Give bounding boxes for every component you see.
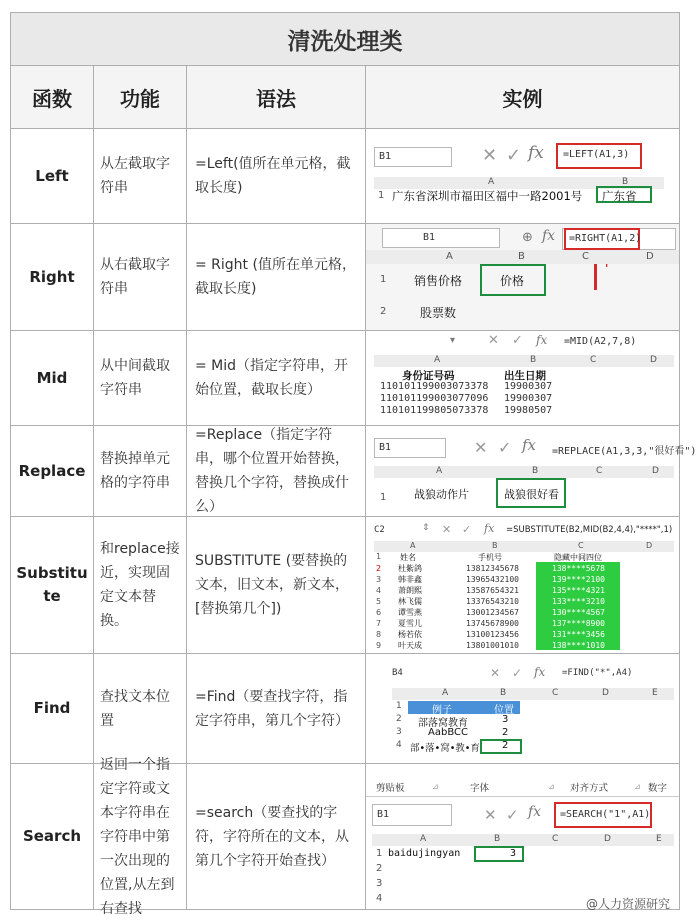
cell-name[interactable]: 林飞儒 (398, 597, 422, 606)
name-box: B1 (374, 438, 446, 458)
function-syntax: = Mid（指定字符串，开始位置，截取长度） (195, 358, 349, 398)
function-icon: fx (534, 665, 546, 679)
column-b: B (622, 177, 629, 187)
cell-position[interactable]: 2 (502, 727, 509, 738)
column-header-bar (374, 355, 674, 367)
column-c: C (552, 834, 559, 844)
cell-birth[interactable]: 19900307 (504, 381, 553, 392)
header-syntax: 语法 (187, 66, 365, 129)
function-table (10, 12, 696, 917)
check-icon: ✓ (462, 523, 472, 536)
zoom-icon: ⊕ (522, 230, 533, 245)
cell-b1[interactable]: 3 (510, 848, 517, 859)
table-row-right (11, 224, 679, 331)
example-find (366, 654, 679, 763)
cancel-icon: ✕ (442, 523, 452, 536)
function-syntax: =Replace（指定字符串，哪个位置开始替换，替换几个字符，替换成什么） (195, 427, 349, 515)
column-a: A (436, 466, 443, 476)
function-icon: fx (542, 228, 556, 244)
function-description: 查找文本位置 (100, 688, 170, 729)
header-position: 位置 (494, 705, 514, 716)
function-name: Left (35, 166, 69, 185)
row-2: 2 (376, 564, 382, 573)
row-8: 8 (376, 630, 382, 639)
function-icon: fx (528, 143, 544, 163)
function-syntax: =Left(值所在单元格，截取长度) (195, 156, 351, 196)
cell-name[interactable]: 谭雪燕 (398, 608, 422, 617)
formula-bar: =SUBSTITUTE(B2,MID(B2,4,4),"****",1) (506, 525, 673, 535)
cell-id[interactable]: 110101199805073378 (380, 405, 489, 416)
column-header-bar (374, 541, 674, 552)
check-icon: ✓ (512, 333, 523, 348)
column-b: B (500, 688, 507, 698)
column-header-bar (372, 834, 674, 846)
function-name: Substitute (16, 564, 88, 605)
column-b: B (492, 541, 498, 550)
check-icon: ✓ (498, 438, 512, 457)
function-description: 从左截取字符串 (100, 156, 170, 196)
table-row-left (11, 129, 679, 224)
table-row-mid (11, 331, 679, 426)
cell-phone[interactable]: 13812345678 (466, 564, 519, 573)
cell-phone[interactable]: 13001234567 (466, 608, 519, 617)
ribbon-alignment[interactable]: 对齐方式 (570, 783, 609, 794)
expand-icon[interactable]: ⊿ (432, 782, 439, 791)
cancel-icon: ✕ (490, 666, 501, 680)
cell-name[interactable]: 叶天成 (398, 641, 422, 650)
cell-birth[interactable]: 19980507 (504, 405, 553, 416)
name-box: B4 (392, 668, 403, 678)
cell-b1[interactable]: 战狼很好看 (504, 488, 559, 501)
cell-b1[interactable]: 广东省 (602, 189, 637, 203)
cell-masked[interactable]: 138****5678 (552, 564, 605, 573)
cell-masked[interactable]: 135****4321 (552, 586, 605, 595)
function-description: 从右截取字符串 (100, 257, 170, 297)
column-a: A (446, 251, 453, 262)
column-e: E (652, 688, 658, 698)
column-d: D (604, 834, 611, 844)
example-right (366, 224, 679, 330)
cell-example[interactable]: 部落窝教育 (418, 718, 468, 729)
row-1: 1 (376, 552, 382, 561)
cancel-icon: ✕ (488, 333, 499, 348)
active-cell (474, 846, 524, 862)
row-1: 1 (380, 274, 387, 285)
header-masked: 隐藏中间四位 (554, 553, 602, 562)
check-icon: ✓ (512, 666, 523, 680)
name-box: C2 (374, 525, 385, 535)
ribbon-clipboard[interactable]: 剪贴板 (376, 783, 405, 794)
column-b: B (518, 251, 525, 262)
table-row-substitute (11, 517, 679, 654)
row-5: 5 (376, 597, 382, 606)
column-a: A (488, 177, 495, 187)
cell-masked[interactable]: 133****3210 (552, 597, 605, 606)
column-header-bar (374, 466, 674, 478)
example-left (366, 129, 679, 223)
watermark: @人力资源研究 (585, 897, 670, 911)
row-4: 4 (376, 586, 382, 595)
column-b: B (494, 834, 501, 844)
cell-name[interactable]: 夏雪儿 (398, 619, 422, 628)
row-1: 1 (380, 492, 387, 503)
cell-a1[interactable]: 销售价格 (414, 274, 463, 288)
column-a: A (410, 541, 416, 550)
cell-id[interactable]: 110101199003073378 (380, 381, 489, 392)
cancel-icon: ✕ (474, 438, 488, 457)
row-4: 4 (396, 740, 402, 750)
cell-name[interactable]: 杜紫鸽 (398, 564, 422, 573)
example-substitute (366, 517, 679, 653)
function-icon: fx (528, 804, 542, 820)
example-replace (366, 426, 696, 516)
column-c: C (578, 541, 584, 550)
column-d: D (652, 466, 659, 476)
cell-a2[interactable]: 股票数 (420, 306, 457, 320)
cell-id[interactable]: 110101199003077096 (380, 393, 489, 404)
name-box: B1 (372, 804, 452, 826)
dropdown-icon: ▾ (450, 335, 456, 346)
cell-b1[interactable]: 价格 (500, 274, 525, 288)
function-icon: fx (484, 522, 495, 535)
cell-masked[interactable]: 137****8900 (552, 619, 605, 628)
function-description: 返回一个指定字符或文本字符串在字符串中第一次出现的位置,从左到右查找 (100, 756, 175, 917)
formula-bar: =RIGHT(A1,2) (569, 233, 642, 244)
column-a: A (434, 355, 441, 365)
check-icon: ✓ (506, 806, 519, 824)
function-icon: fx (536, 333, 548, 347)
column-c: C (582, 251, 589, 262)
function-description: 从中间截取字符串 (100, 358, 170, 398)
cell-phone[interactable]: 13745678900 (466, 619, 519, 628)
arrow-shaft (594, 262, 597, 290)
cell-example[interactable]: AabBCC (428, 727, 468, 738)
column-b: B (532, 466, 539, 476)
formula-bar: =MID(A2,7,8) (564, 336, 637, 347)
row-6: 6 (376, 608, 382, 617)
row-7: 7 (376, 619, 382, 628)
check-icon: ✓ (506, 145, 522, 166)
header-name: 姓名 (400, 553, 416, 562)
header-birth: 出生日期 (504, 370, 546, 382)
ribbon-divider (366, 796, 679, 797)
column-c: C (590, 355, 597, 365)
cell-phone[interactable]: 13801001010 (466, 641, 519, 650)
spin-icon: ⇕ (422, 523, 430, 533)
function-syntax: =search（要查找的字符，字符所在的文本，从第几个字符开始查找） (195, 804, 349, 869)
cell-name[interactable]: 杨若依 (398, 630, 422, 639)
cancel-icon: ✕ (482, 145, 498, 166)
formula-bar: =LEFT(A1,3) (563, 149, 630, 160)
formula-bar: =SEARCH("1",A1) (560, 809, 651, 820)
row-1: 1 (396, 701, 402, 711)
row-9: 9 (376, 641, 382, 650)
column-a: A (420, 834, 427, 844)
function-syntax: = Right (值所在单元格，截取长度) (195, 257, 356, 297)
column-header-bar (392, 688, 674, 700)
function-description: 替换掉单元格的字符串 (100, 451, 170, 491)
row-3: 3 (376, 878, 383, 889)
column-c: C (596, 466, 603, 476)
header-function: 函数 (11, 66, 93, 129)
function-icon: fx (522, 436, 537, 454)
name-box: B1 (382, 228, 500, 248)
cell-a1[interactable]: 战狼动作片 (414, 488, 469, 501)
cell-phone[interactable]: 13587654321 (466, 586, 519, 595)
formula-bar: =FIND("*",A4) (562, 668, 633, 678)
table-row-find (11, 654, 679, 764)
column-e: E (656, 834, 662, 844)
cell-masked[interactable]: 138****1010 (552, 641, 605, 650)
ribbon-font[interactable]: 字体 (470, 783, 490, 794)
column-d: D (602, 688, 609, 698)
row-1: 1 (376, 848, 383, 859)
row-3: 3 (376, 575, 382, 584)
function-name: Right (29, 267, 75, 286)
example-mid (366, 331, 679, 425)
column-d: D (646, 541, 653, 550)
cell-name[interactable]: 韩非鑫 (398, 575, 422, 584)
cell-a1[interactable]: baidujingyan (388, 848, 461, 859)
function-name: Search (22, 827, 82, 845)
row-2: 2 (396, 714, 402, 724)
table-row-replace (11, 426, 696, 517)
cell-phone[interactable]: 13100123456 (466, 630, 519, 639)
table-row-search (11, 756, 679, 917)
active-cell (480, 739, 522, 754)
cell-masked[interactable]: 131****3456 (552, 630, 605, 639)
header-id: 身份证号码 (402, 370, 455, 382)
function-syntax: SUBSTITUTE (要替换的文本，旧文本，新文本，[替换第几个]) (195, 553, 349, 617)
column-d: D (650, 355, 657, 365)
cell-a1[interactable]: 广东省深圳市福田区福中一路2001号 (392, 189, 583, 203)
cell-phone[interactable]: 13965432100 (466, 575, 519, 584)
header-example: 实例 (366, 66, 679, 129)
row-2: 2 (376, 863, 383, 874)
header-example: 例子 (432, 705, 452, 716)
formula-bar: =REPLACE(A1,3,3,"很好看") (552, 446, 696, 457)
column-c: C (552, 688, 559, 698)
name-box: B1 (374, 147, 452, 167)
column-d: D (646, 251, 654, 262)
function-name: Replace (18, 461, 86, 480)
header-phone: 手机号 (478, 553, 502, 562)
example-search (366, 764, 679, 909)
expand-icon[interactable]: ⊿ (634, 782, 641, 791)
expand-icon[interactable]: ⊿ (548, 782, 555, 791)
cancel-icon: ✕ (484, 806, 497, 824)
cell-masked[interactable]: 130****4567 (552, 608, 605, 617)
cell-masked[interactable]: 139****2100 (552, 575, 605, 584)
function-syntax: =Find（要查找字符，指定字符串，第几个字符） (195, 688, 349, 729)
cell-phone[interactable]: 13376543210 (466, 597, 519, 606)
column-a: A (442, 688, 449, 698)
row-2: 2 (380, 306, 387, 317)
row-3: 3 (396, 727, 402, 737)
row-1: 1 (378, 190, 385, 201)
column-b: B (530, 355, 537, 365)
function-description: 和replace接近，实现固定文本替换。 (100, 541, 180, 629)
cell-position[interactable]: 3 (502, 714, 509, 725)
header-feature: 功能 (94, 66, 186, 129)
cell-position[interactable]: 2 (502, 740, 509, 751)
cell-name[interactable]: 萧朗熙 (398, 586, 422, 595)
cell-example[interactable]: 部•落•窝•教•育 (410, 743, 480, 754)
ribbon-number[interactable]: 数字 (648, 783, 668, 794)
function-name: Mid (36, 368, 68, 387)
cell-birth[interactable]: 19900307 (504, 393, 553, 404)
row-4: 4 (376, 893, 383, 904)
table-title: 清洗处理类 (11, 13, 679, 66)
function-name: Find (33, 699, 71, 717)
